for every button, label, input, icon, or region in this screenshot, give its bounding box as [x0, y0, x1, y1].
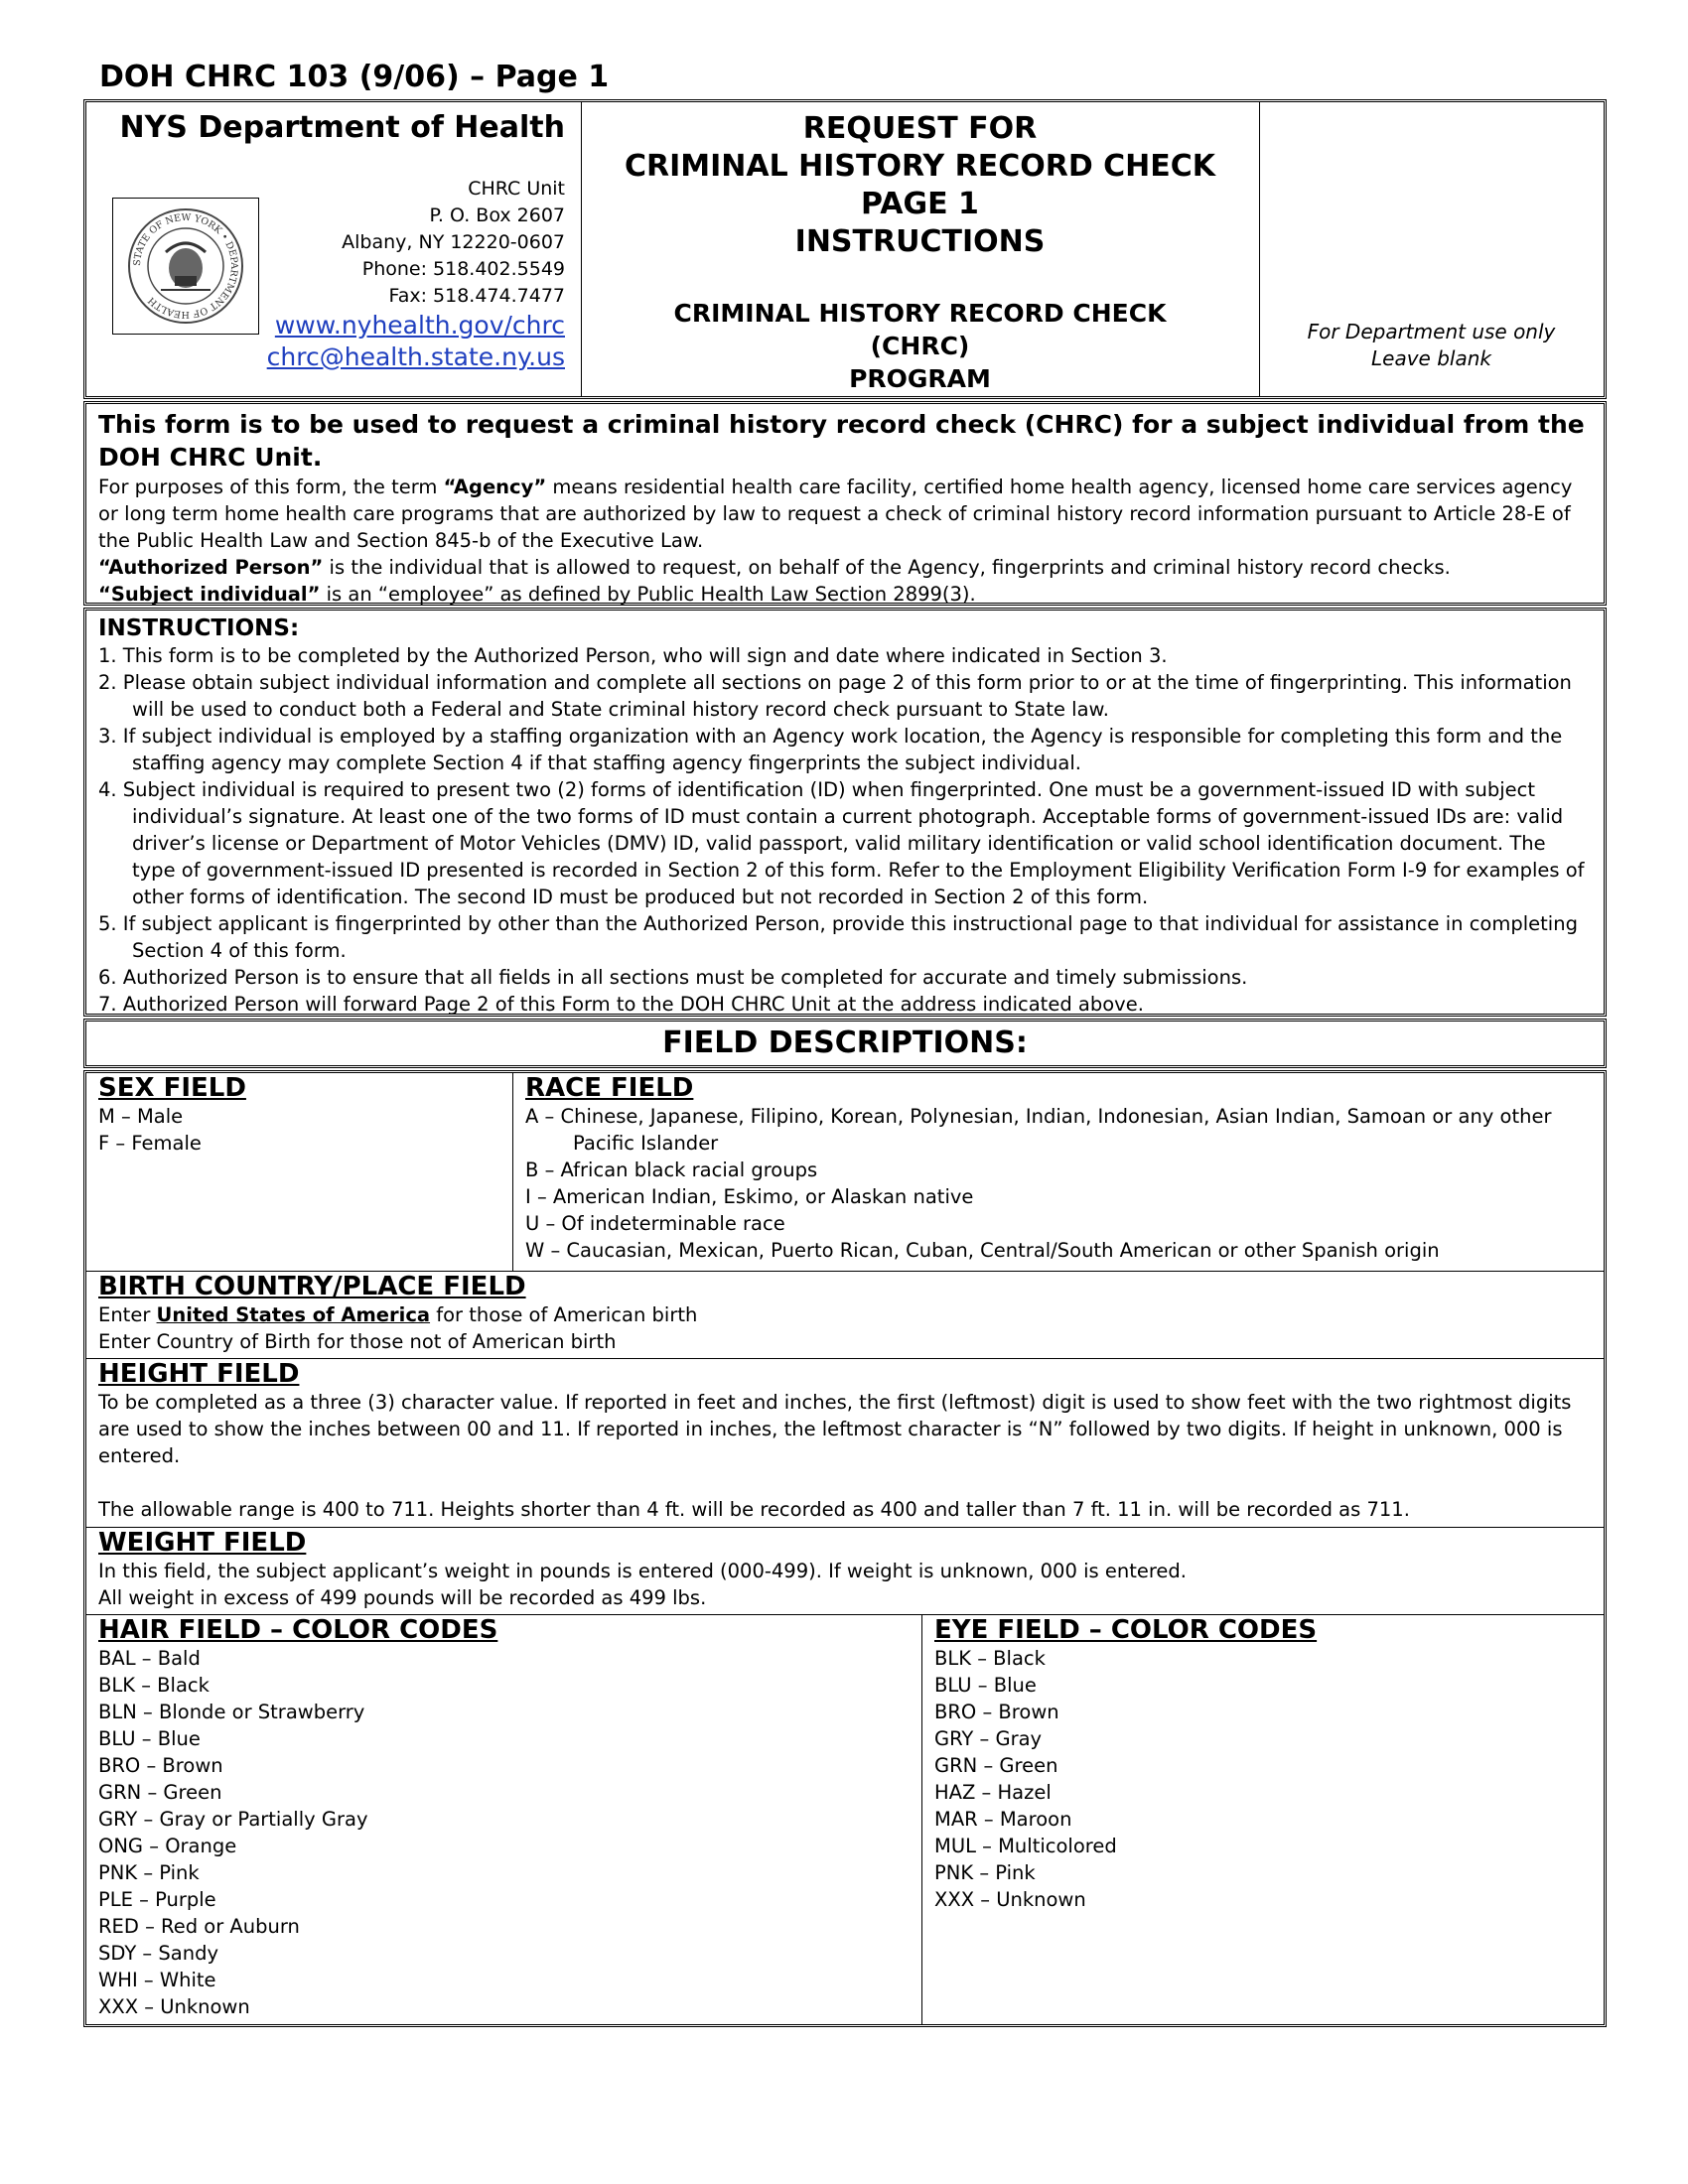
- sex-code: M – Male: [98, 1105, 184, 1128]
- hair-code: XXX – Unknown: [98, 1995, 250, 2018]
- weight-field-title: WEIGHT FIELD: [98, 1528, 307, 1558]
- definition-text: is an “employee” as defined by Public Health Law Section 2899(3).: [320, 583, 976, 606]
- eye-code: XXX – Unknown: [934, 1888, 1086, 1911]
- birth-field-line: [98, 1301, 1592, 1328]
- field-descriptions: [83, 1070, 1607, 2027]
- instructions-list: [98, 642, 1592, 1018]
- definition-text: For purposes of this form, the term: [98, 476, 444, 498]
- eye-code: GRN – Green: [934, 1754, 1058, 1777]
- eye-code: HAZ – Hazel: [934, 1781, 1052, 1804]
- title-line: REQUEST FOR: [802, 111, 1038, 146]
- agency-definition: [98, 474, 1592, 554]
- instructions-title: INSTRUCTIONS:: [98, 615, 300, 641]
- program-line: CRIMINAL HISTORY RECORD CHECK: [673, 299, 1167, 328]
- definition-text: is the individual that is allowed to request, on behalf of the Agency, fingerprints and criminal history record checks.: [323, 556, 1451, 579]
- seal-icon: [121, 205, 250, 328]
- program-line: (CHRC): [870, 332, 970, 360]
- subject-individual-definition: [98, 581, 1592, 608]
- authorized-person-definition: [98, 554, 1592, 581]
- height-field-text: To be completed as a three (3) character value. If reported in feet and inches, the first (leftmost) digit is used to show feet with the two rightmost digits are used to show the inches between 00 and 11. If reported in inches, the leftmost character is “N” followed by two digits. If height in unknown, 000 is entered.: [98, 1391, 1572, 1467]
- hair-code: GRN – Green: [98, 1781, 222, 1804]
- address-line: CHRC Unit: [468, 178, 565, 200]
- definition-text: means residential health care facility, certified home health agency, licensed home care services agency or long term home health care programs that are authorized by law to request a check of criminal history record information pursuant to Article 28-E of the Public Health Law and Section 845-b of the Executive Law.: [98, 476, 1573, 552]
- dept-use-line: For Department use only: [1307, 320, 1556, 343]
- birth-emphasis: United States of America: [156, 1303, 431, 1326]
- eye-code: BRO – Brown: [934, 1701, 1059, 1723]
- race-field-title: RACE FIELD: [525, 1073, 694, 1103]
- agency-address: [267, 176, 565, 373]
- title-line: CRIMINAL HISTORY RECORD CHECK: [624, 149, 1216, 184]
- form-title-block: [581, 102, 1260, 396]
- race-code: W – Caucasian, Mexican, Puerto Rican, Cuban, Central/South American or other Spanish origin: [525, 1239, 1440, 1262]
- eye-field-section: [922, 1615, 1604, 2024]
- eye-field-title: EYE FIELD – COLOR CODES: [934, 1615, 1318, 1645]
- weight-field-section: [86, 1528, 1604, 1615]
- race-code: B – African black racial groups: [525, 1159, 818, 1181]
- fax: Fax: 518.474.7477: [388, 285, 565, 307]
- race-code: U – Of indeterminable race: [525, 1212, 785, 1235]
- field-descriptions-title: FIELD DESCRIPTIONS:: [83, 1019, 1607, 1068]
- height-field-title: HEIGHT FIELD: [98, 1359, 300, 1389]
- website-link[interactable]: www.nyhealth.gov/chrc: [274, 311, 565, 340]
- height-field-range: The allowable range is 400 to 711. Heights shorter than 4 ft. will be recorded as 400 and taller than 7 ft. 11 in. will be recorded as 711.: [98, 1498, 1410, 1521]
- race-field-section: [513, 1073, 1604, 1272]
- birth-field-line: Enter Country of Birth for those not of American birth: [98, 1330, 617, 1353]
- hair-field-title: HAIR FIELD – COLOR CODES: [98, 1615, 498, 1645]
- title-line: PAGE 1: [861, 187, 979, 221]
- dept-use-line: Leave blank: [1371, 346, 1491, 370]
- hair-code: BLK – Black: [98, 1674, 210, 1697]
- email-link[interactable]: chrc@health.state.ny.us: [266, 342, 565, 371]
- hair-code: WHI – White: [98, 1969, 216, 1991]
- form-title: [581, 110, 1259, 261]
- seal-text: STATE OF NEW YORK • DEPARTMENT OF HEALTH: [131, 211, 240, 321]
- form-id: DOH CHRC 103 (9/06) – Page 1: [99, 60, 610, 94]
- eye-code: MUL – Multicolored: [934, 1835, 1117, 1857]
- weight-field-text: In this field, the subject applicant’s weight in pounds is entered (000-499). If weight is unknown, 000 is entered.: [98, 1560, 1188, 1582]
- sex-code: F – Female: [98, 1132, 202, 1155]
- title-line: INSTRUCTIONS: [794, 224, 1046, 259]
- hair-code: BAL – Bald: [98, 1647, 201, 1670]
- birth-field-title: BIRTH COUNTRY/PLACE FIELD: [98, 1272, 526, 1301]
- eye-code: BLU – Blue: [934, 1674, 1037, 1697]
- agency-name: NYS Department of Health: [119, 110, 565, 145]
- race-code: A – Chinese, Japanese, Filipino, Korean, Polynesian, Indian, Indonesian, Asian Indian, Samoan or any other Pacific Islander: [525, 1105, 1552, 1155]
- hair-code: PLE – Purple: [98, 1888, 216, 1911]
- height-field-section: [86, 1359, 1604, 1528]
- form-header: [83, 99, 1607, 399]
- phone: Phone: 518.402.5549: [361, 258, 565, 280]
- definition-term: “Subject individual”: [98, 583, 321, 606]
- hair-code: ONG – Orange: [98, 1835, 237, 1857]
- intro-section: [83, 401, 1607, 606]
- address-line: P. O. Box 2607: [429, 205, 565, 226]
- intro-lead: This form is to be used to request a criminal history record check (CHRC) for a subject individual from the DOH CHRC Unit.: [98, 410, 1585, 472]
- hair-code: SDY – Sandy: [98, 1942, 218, 1965]
- instruction-item: 3. If subject individual is employed by a staffing organization with an Agency work location, the Agency is responsible for completing this form and the staffing agency may complete Section 4 if that staffing agency fingerprints the subject individual.: [98, 725, 1563, 774]
- department-use-note: [1259, 319, 1604, 372]
- program-title: [581, 297, 1259, 395]
- instruction-item: 5. If subject applicant is fingerprinted by other than the Authorized Person, provide this instructional page to that individual for assistance in completing Section 4 of this form.: [98, 912, 1578, 962]
- instruction-item: 2. Please obtain subject individual information and complete all sections on page 2 of this form prior to or at the time of fingerprinting. This information will be used to conduct both a Federal and State criminal history record check pursuant to State law.: [98, 671, 1572, 721]
- weight-field-text: All weight in excess of 499 pounds will be recorded as 499 lbs.: [98, 1586, 707, 1609]
- sex-field-section: [86, 1073, 513, 1272]
- agency-block: [86, 102, 582, 396]
- definition-term: “Agency”: [443, 476, 547, 498]
- eye-code: GRY – Gray: [934, 1727, 1043, 1750]
- hair-field-section: [86, 1615, 922, 2024]
- eye-code: PNK – Pink: [934, 1861, 1036, 1884]
- program-line: PROGRAM: [849, 364, 991, 393]
- instruction-item: 6. Authorized Person is to ensure that all fields in all sections must be completed for accurate and timely submissions.: [98, 966, 1248, 989]
- hair-code: BLN – Blonde or Strawberry: [98, 1701, 365, 1723]
- instruction-item: 1. This form is to be completed by the Authorized Person, who will sign and date where indicated in Section 3.: [98, 644, 1168, 667]
- hair-code: RED – Red or Auburn: [98, 1915, 300, 1938]
- eye-code: BLK – Black: [934, 1647, 1046, 1670]
- instruction-item: 7. Authorized Person will forward Page 2 of this Form to the DOH CHRC Unit at the address indicated above.: [98, 993, 1144, 1016]
- birth-text: for those of American birth: [430, 1303, 698, 1326]
- race-code: I – American Indian, Eskimo, or Alaskan native: [525, 1185, 974, 1208]
- hair-code: GRY – Gray or Partially Gray: [98, 1808, 368, 1831]
- birth-text: Enter: [98, 1303, 157, 1326]
- sex-field-title: SEX FIELD: [98, 1073, 246, 1103]
- address-line: Albany, NY 12220-0607: [342, 231, 565, 253]
- nys-seal: [112, 198, 259, 335]
- eye-code: MAR – Maroon: [934, 1808, 1072, 1831]
- birth-field-section: [86, 1272, 1604, 1359]
- instruction-item: 4. Subject individual is required to present two (2) forms of identification (ID) when fingerprinted. One must be a government-issued ID with subject individual’s signature. At least one of the two forms of ID must contain a current photograph. Acceptable forms of government-issued IDs are: valid driver’s license or Department of Motor Vehicles (DMV) ID, valid passport, valid military identification or valid school identification document. The type of government-issued ID presented is recorded in Section 2 of this form. Refer to the Employment Eligibility Verification Form I-9 for examples of other forms of identification. The second ID must be produced but not recorded in Section 2 of this form.: [98, 778, 1585, 908]
- instructions-section: [83, 608, 1607, 1017]
- hair-code: BRO – Brown: [98, 1754, 223, 1777]
- definition-term: “Authorized Person”: [98, 556, 324, 579]
- hair-code: PNK – Pink: [98, 1861, 200, 1884]
- department-use-block: [1259, 102, 1604, 396]
- hair-code: BLU – Blue: [98, 1727, 201, 1750]
